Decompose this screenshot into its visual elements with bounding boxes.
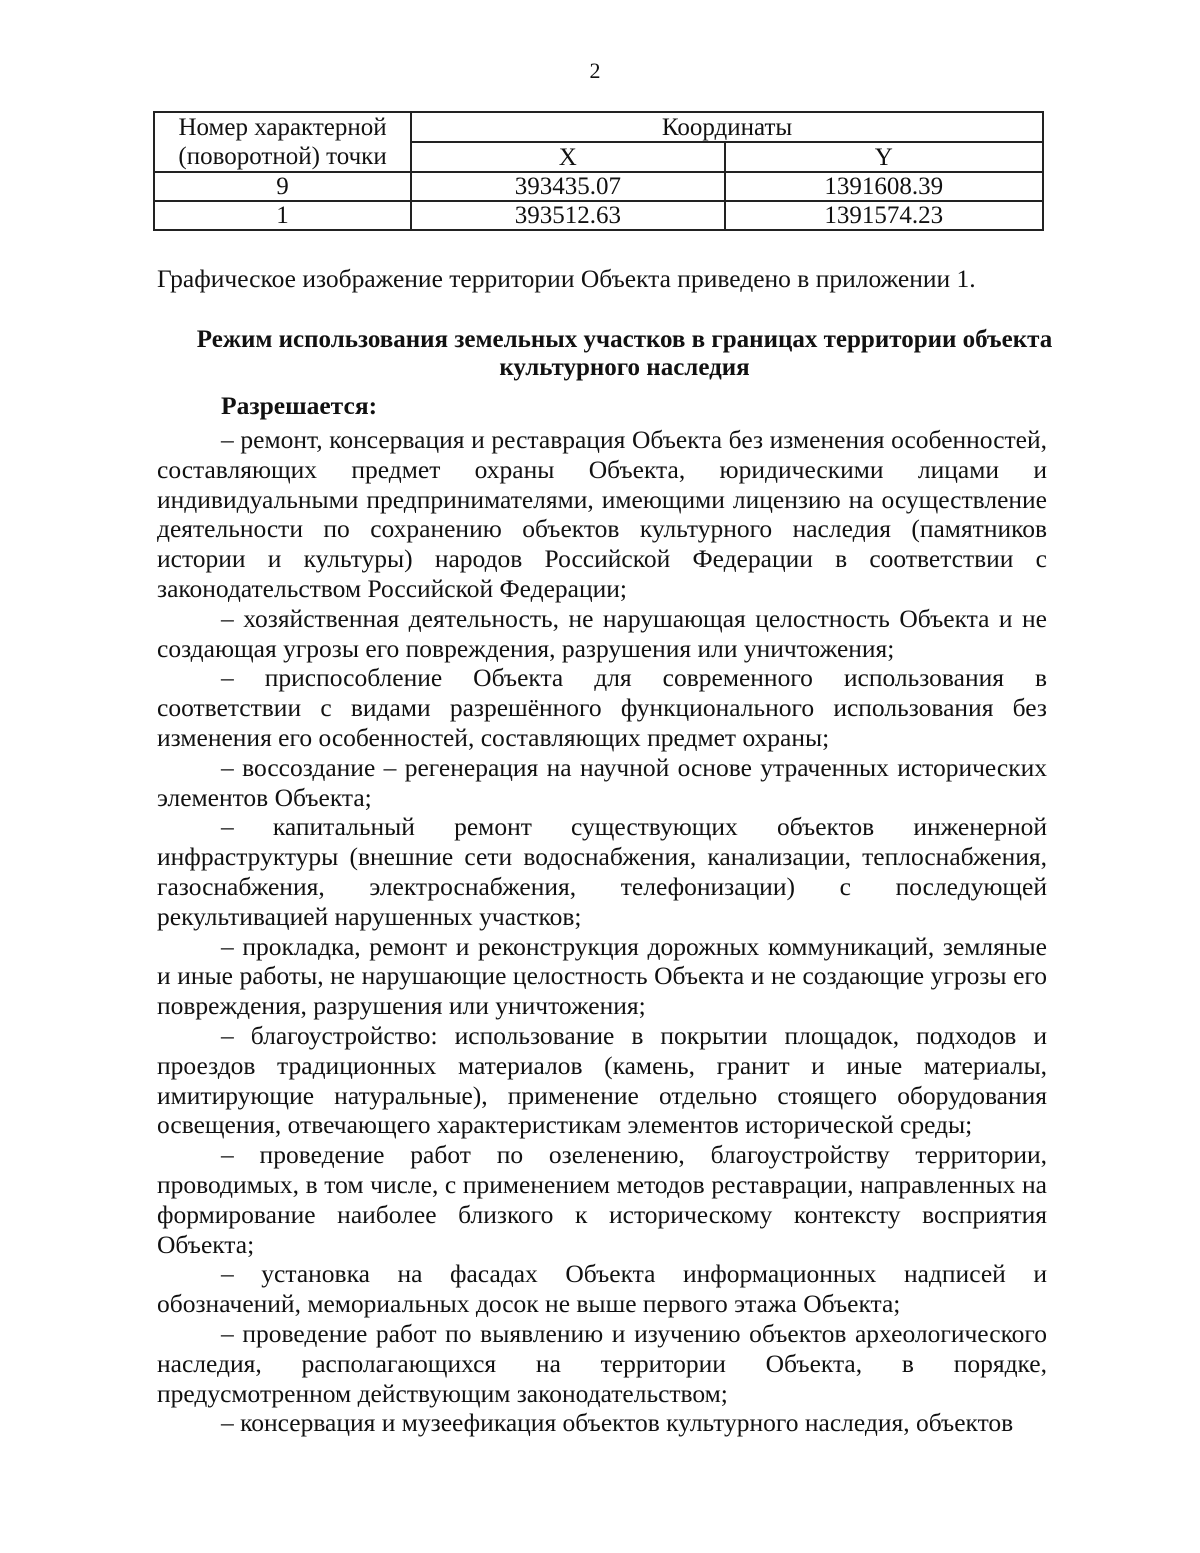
y-cell: 1391608.39	[725, 172, 1043, 201]
list-item: – воссоздание – регенерация на научной основе утраченных исторических элементов Объекта;	[157, 752, 1047, 812]
table-row	[154, 172, 1043, 201]
list-item: – прокладка, ремонт и реконструкция дорожных коммуникаций, земляные и иные работы, не нарушающие целостность Объекта и не создающие угрозы его повреждения, разрушения или уничтожения;	[157, 931, 1047, 1021]
page-number: 2	[589, 58, 601, 83]
list-item: – консервация и музеефикация объектов культурного наследия, объектов	[221, 1408, 1014, 1438]
list-item: – проведение работ по выявлению и изучению объектов археологического наследия, располагающихся на территории Объекта, в порядке, предусмотренном действующим законодательством;	[157, 1318, 1047, 1408]
y-header: Y	[725, 142, 1043, 172]
y-cell: 1391574.23	[725, 201, 1043, 230]
allowed-items-list	[157, 425, 1047, 1438]
coordinates-table	[153, 111, 1044, 231]
point-number-header: Номер характерной (поворотной) точки	[154, 112, 411, 172]
x-cell: 393512.63	[411, 201, 724, 230]
x-header: X	[411, 142, 724, 172]
table-row	[154, 201, 1043, 230]
list-item: – установка на фасадах Объекта информационных надписей и обозначений, мемориальных досок не выше первого этажа Объекта;	[157, 1259, 1047, 1319]
list-item: – проведение работ по озеленению, благоустройству территории, проводимых, в том числе, с применением методов реставрации, направленных на формирование наиболее близкого к историческому контексту восприятия Объекта;	[157, 1140, 1047, 1259]
point-cell: 1	[154, 201, 411, 230]
allowed-label: Разрешается:	[221, 391, 378, 420]
x-cell: 393435.07	[411, 172, 724, 201]
table-header-row	[154, 112, 1043, 142]
list-item: – капитальный ремонт существующих объектов инженерной инфраструктуры (внешние сети водоснабжения, канализации, теплоснабжения, газоснабжения, электроснабжения, телефонизации) с последующей рекультивацией нарушенных участков;	[157, 812, 1047, 931]
point-cell: 9	[154, 172, 411, 201]
list-item: – ремонт, консервация и реставрация Объекта без изменения особенностей, составляющих предмет охраны Объекта, юридическими лицами и индивидуальными предпринимателями, имеющими лицензию на осуществление деятельности по сохранению объектов культурного наследия (памятников истории и культуры) народов Российской Федерации в соответствии с законодательством Российской Федерации;	[157, 425, 1047, 603]
list-item: – хозяйственная деятельность, не нарушающая целостность Объекта и не создающая угрозы его повреждения, разрушения или уничтожения;	[157, 603, 1047, 663]
coordinates-header: Координаты	[411, 112, 1043, 142]
list-item: – благоустройство: использование в покрытии площадок, подходов и проездов традиционных материалов (камень, гранит и иные материалы, имитирующие натуральные), применение отдельно стоящего оборудования освещения, отвечающего характеристикам элементов исторической среды;	[157, 1020, 1047, 1140]
list-item: – приспособление Объекта для современного использования в соответствии с видами разрешённого функционального использования без изменения его особенностей, составляющих предмет охраны;	[157, 663, 1047, 752]
graphic-note: Графическое изображение территории Объекта приведено в приложении 1.	[157, 264, 976, 293]
section-heading: Режим использования земельных участков в границах территории объекта культурного наследия	[196, 326, 1053, 381]
